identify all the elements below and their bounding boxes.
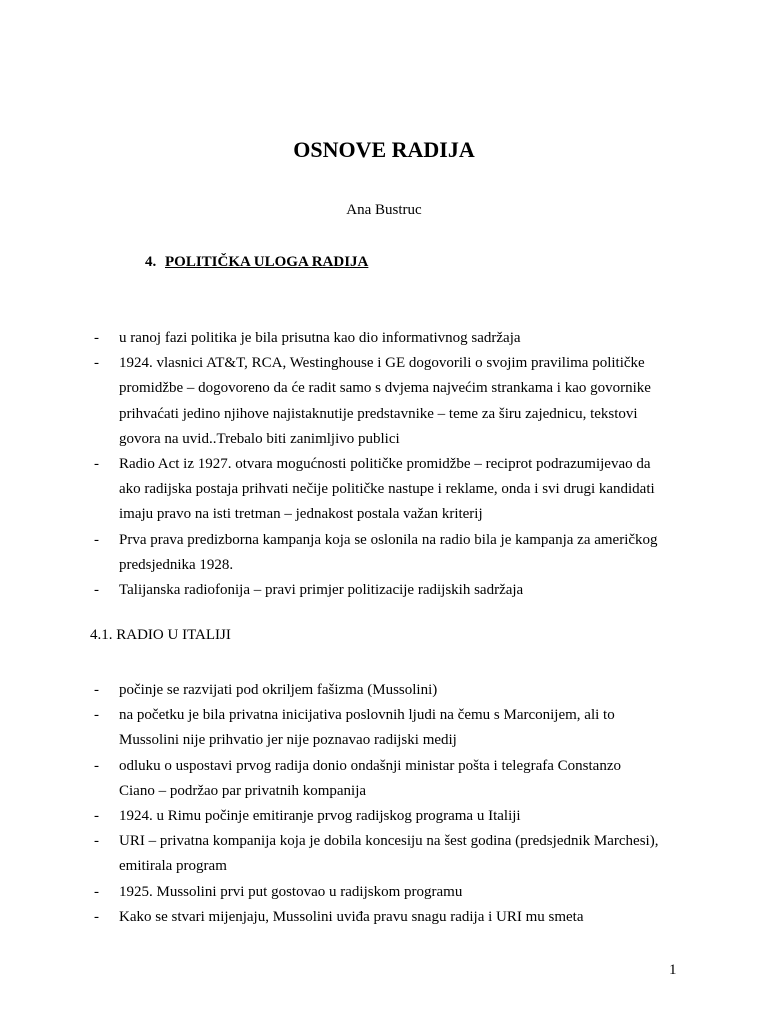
- bullet-dash: -: [94, 531, 99, 548]
- section-heading-4-1: 4.1. RADIO U ITALIJI: [90, 627, 231, 643]
- bullet-list-political-role: [90, 326, 710, 603]
- list-item: [90, 528, 710, 578]
- list-item-line: Ciano – podržao par privatnih kompanija: [119, 782, 367, 799]
- list-item-line: URI – privatna kompanija koja je dobila koncesiju na šest godina (predsjednik Marchesi),: [119, 833, 659, 850]
- list-item-line: Kako se stvari mijenjaju, Mussolini uviđa pravu snagu radija i URI mu smeta: [119, 908, 584, 925]
- list-item-line: promidžbe – dogovoreno da će radit samo s dvjema najvećim strankama i kao govornike: [119, 380, 651, 397]
- list-item: [90, 578, 710, 603]
- list-item-line: predsjednika 1928.: [119, 556, 234, 573]
- bullet-dash: -: [94, 330, 99, 346]
- list-item-line: na početku je bila privatna inicijativa poslovnih ljudi na čemu s Marconijem, ali to: [119, 707, 615, 724]
- list-item-line: prihvaćati jedino njihove najistaknutije predstavnike – teme za širu zajednicu, tekstovi: [119, 405, 638, 422]
- list-item: [90, 452, 710, 528]
- bullet-dash: -: [94, 707, 99, 724]
- bullet-dash: -: [94, 355, 99, 372]
- list-item-line: 1925. Mussolini prvi put gostovao u radijskom programu: [119, 883, 463, 900]
- section-title: POLITIČKA ULOGA RADIJA: [165, 254, 369, 270]
- page-number: 1: [669, 962, 677, 978]
- list-item-line: Talijanska radiofonija – pravi primjer politizacije radijskih sadržaja: [119, 582, 524, 599]
- section-number: 4.: [145, 254, 157, 270]
- bullet-dash: -: [94, 908, 99, 925]
- list-item: [90, 754, 710, 804]
- list-item-line: 1924. u Rimu počinje emitiranje prvog radijskog programa u Italiji: [119, 808, 521, 825]
- document-author: Ana Bustruc: [346, 202, 422, 218]
- list-item-line: počinje se razvijati pod okriljem fašizma (Mussolini): [119, 682, 438, 698]
- list-item: [90, 804, 710, 829]
- list-item-line: imaju pravo na isti tretman – jednakost postala važan kriterij: [119, 506, 483, 523]
- list-item: [90, 326, 710, 351]
- list-item: [90, 829, 710, 879]
- bullet-dash: -: [94, 833, 99, 850]
- list-item-line: Mussolini nije prihvatio jer nije poznavao radijski medij: [119, 732, 457, 749]
- list-item: [90, 880, 710, 905]
- list-item-line: Radio Act iz 1927. otvara mogućnosti političke promidžbe – reciprot podrazumijevao da: [119, 456, 651, 473]
- list-item: [90, 905, 710, 930]
- bullet-dash: -: [94, 808, 99, 825]
- bullet-dash: -: [94, 582, 99, 599]
- list-item-line: Prva prava predizborna kampanja koja se oslonila na radio bila je kampanja za američkog: [119, 531, 658, 548]
- bullet-dash: -: [94, 757, 99, 774]
- list-item: [90, 703, 710, 753]
- bullet-dash: -: [94, 682, 99, 698]
- bullet-list-radio-italy: [90, 678, 710, 930]
- list-item: [90, 351, 710, 452]
- section-heading-4: [145, 254, 368, 271]
- list-item-line: odluku o uspostavi prvog radija donio ondašnji ministar pošta i telegrafa Constanzo: [119, 757, 621, 774]
- bullet-dash: -: [94, 883, 99, 900]
- list-item: [90, 678, 710, 703]
- bullet-dash: -: [94, 456, 99, 473]
- list-item-line: emitirala program: [119, 858, 227, 875]
- list-item-line: ako radijska postaja prihvati nečije političke nastupe i reklame, onda i svi drugi kandidati: [119, 481, 655, 498]
- document-title: OSNOVE RADIJA: [293, 137, 475, 162]
- list-item-line: govora na uvid..Trebalo biti zanimljivo publici: [119, 430, 400, 447]
- list-item-line: u ranoj fazi politika je bila prisutna kao dio informativnog sadržaja: [119, 330, 521, 346]
- list-item-line: 1924. vlasnici AT&T, RCA, Westinghouse i GE dogovorili o svojim pravilima političke: [119, 355, 645, 372]
